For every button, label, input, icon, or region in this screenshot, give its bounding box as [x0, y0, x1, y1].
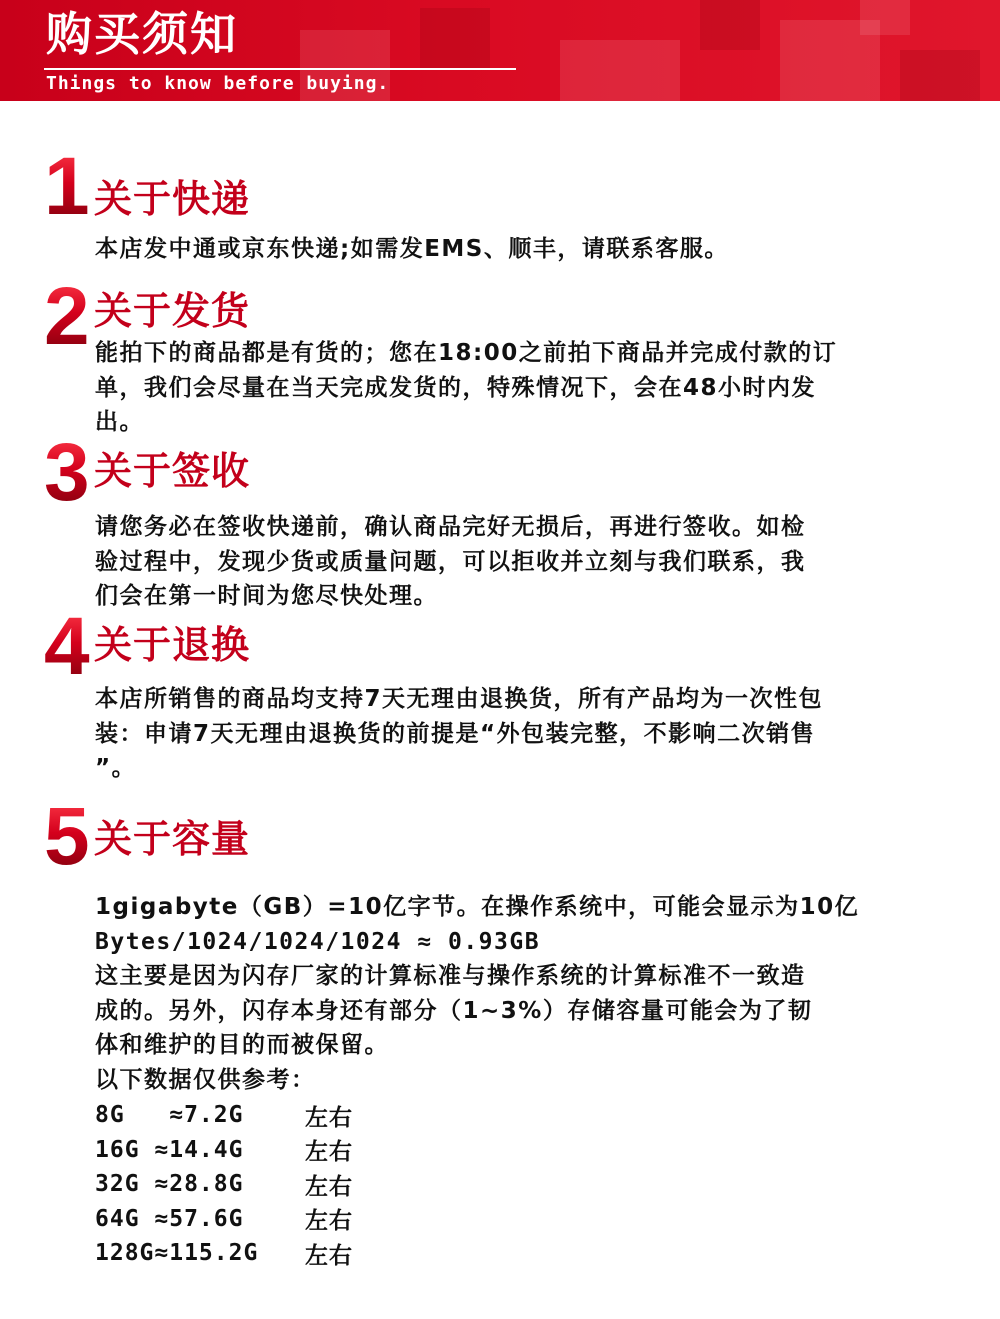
section-title-capacity: 关于容量	[94, 817, 251, 861]
body-line: 这主要是因为闪存厂家的计算标准与操作系统的计算标准不一致造	[95, 963, 806, 989]
body-line: 们会在第一时间为您尽快处理。	[95, 583, 438, 609]
body-line: 单，我们会尽量在当天完成发货的，特殊情况下，会在48小时内发	[95, 374, 817, 401]
banner-decor	[860, 0, 910, 35]
capacity-note: 左右	[305, 1242, 353, 1269]
section-number-4: 4	[44, 601, 90, 692]
section-body-capacity	[95, 890, 955, 1097]
body-line: 本店所销售的商品均支持7天无理由退换货，所有产品均为一次性包	[95, 686, 824, 712]
capacity-note: 左右	[305, 1173, 353, 1200]
title-underline	[44, 68, 516, 70]
capacity-row	[95, 1167, 353, 1202]
body-line: 验过程中，发现少货或质量问题，可以拒收并立刻与我们联系，我	[95, 548, 806, 575]
capacity-row	[95, 1098, 353, 1133]
capacity-row	[95, 1236, 353, 1271]
body-line: 能拍下的商品都是有货的；您在18:00之前拍下商品并完成付款的订	[95, 340, 838, 366]
banner-decor	[420, 8, 490, 68]
body-line: ”。	[95, 755, 137, 781]
section-body-returns	[95, 682, 955, 786]
body-line: 请您务必在签收快递前，确认商品完好无损后，再进行签收。如检	[95, 514, 806, 540]
page-subtitle: Things to know before buying.	[46, 73, 390, 94]
section-number-5: 5	[44, 791, 90, 882]
section-title-shipping: 关于发货	[94, 289, 251, 333]
section-number-2: 2	[44, 271, 90, 362]
capacity-note: 左右	[305, 1208, 353, 1235]
header-banner	[0, 0, 1000, 101]
banner-decor	[700, 0, 760, 50]
section-number-1: 1	[44, 141, 90, 232]
body-line: 出。	[95, 409, 144, 435]
capacity-note: 左右	[305, 1139, 353, 1166]
section-title-express: 关于快递	[94, 177, 251, 221]
capacity-table	[95, 1098, 353, 1271]
page-title: 购买须知	[46, 7, 238, 61]
section-body-shipping	[95, 336, 955, 440]
capacity-size: 32G ≈28.8G	[95, 1171, 244, 1198]
body-line: 装：申请7天无理由退换货的前提是“外包装完整，不影响二次销售	[95, 720, 816, 747]
capacity-note: 左右	[305, 1104, 353, 1131]
body-line: 以下数据仅供参考：	[95, 1066, 316, 1093]
capacity-row	[95, 1133, 353, 1168]
capacity-size: 128G≈115.2G	[95, 1240, 259, 1267]
section-body-express	[95, 232, 955, 267]
body-line: 1gigabyte（GB）=10亿字节。在操作系统中，可能会显示为10亿	[95, 894, 860, 920]
section-body-signing	[95, 510, 955, 614]
body-line: Bytes/1024/1024/1024 ≈ 0.93GB	[95, 928, 541, 955]
body-line: 体和维护的目的而被保留。	[95, 1032, 389, 1058]
section-number-3: 3	[44, 427, 90, 518]
section-title-signing: 关于签收	[94, 449, 251, 493]
body-line: 成的。另外，闪存本身还有部分（1~3%）存储容量可能会为了韧	[95, 997, 813, 1024]
capacity-size: 16G ≈14.4G	[95, 1136, 244, 1163]
banner-decor	[900, 50, 980, 101]
section-title-returns: 关于退换	[94, 623, 251, 667]
banner-decor	[560, 40, 680, 101]
capacity-size: 64G ≈57.6G	[95, 1205, 244, 1232]
capacity-size: 8G ≈7.2G	[95, 1102, 244, 1129]
body-line: 本店发中通或京东快递;如需发EMS、顺丰，请联系客服。	[95, 236, 729, 262]
capacity-row	[95, 1202, 353, 1237]
